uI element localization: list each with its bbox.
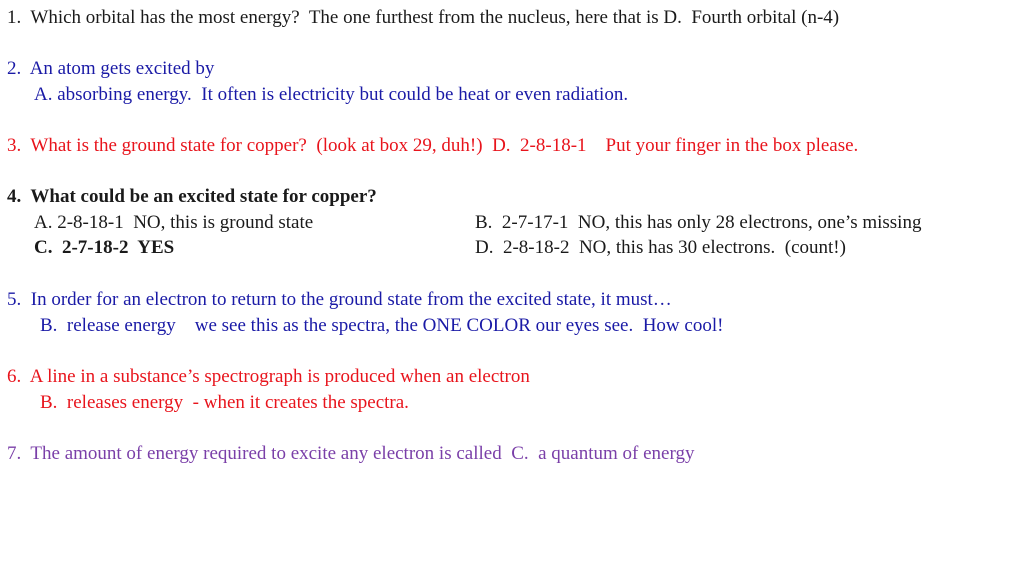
q4-option-b: B. 2-7-17-1 NO, this has only 28 electrons, one’s missing <box>475 212 922 233</box>
q1-line: 1. Which orbital has the most energy? The one furthest from the nucleus, here that is D. Fourth orbital (n-4) <box>7 7 840 28</box>
q4-option-c: C. 2-7-18-2 YES <box>34 237 175 258</box>
q4-option-d: D. 2-8-18-2 NO, this has 30 electrons. (count!) <box>475 237 846 258</box>
q5-answer: B. release energy we see this as the spectra, the ONE COLOR our eyes see. How cool! <box>40 315 724 336</box>
q7-line: 7. The amount of energy required to excite any electron is called C. a quantum of energy <box>7 443 695 464</box>
q5-question: 5. In order for an electron to return to the ground state from the excited state, it must… <box>7 289 672 310</box>
q2-answer: A. absorbing energy. It often is electricity but could be heat or even radiation. <box>34 84 629 105</box>
q2-question: 2. An atom gets excited by <box>7 58 215 79</box>
q4-option-a: A. 2-8-18-1 NO, this is ground state <box>34 212 314 233</box>
q4-question: 4. What could be an excited state for copper? <box>7 186 377 207</box>
q6-question: 6. A line in a substance’s spectrograph is produced when an electron <box>7 366 530 387</box>
q3-line: 3. What is the ground state for copper? (look at box 29, duh!) D. 2-8-18-1 Put your finger in the box please. <box>7 135 859 156</box>
q6-answer: B. releases energy - when it creates the spectra. <box>40 392 409 413</box>
